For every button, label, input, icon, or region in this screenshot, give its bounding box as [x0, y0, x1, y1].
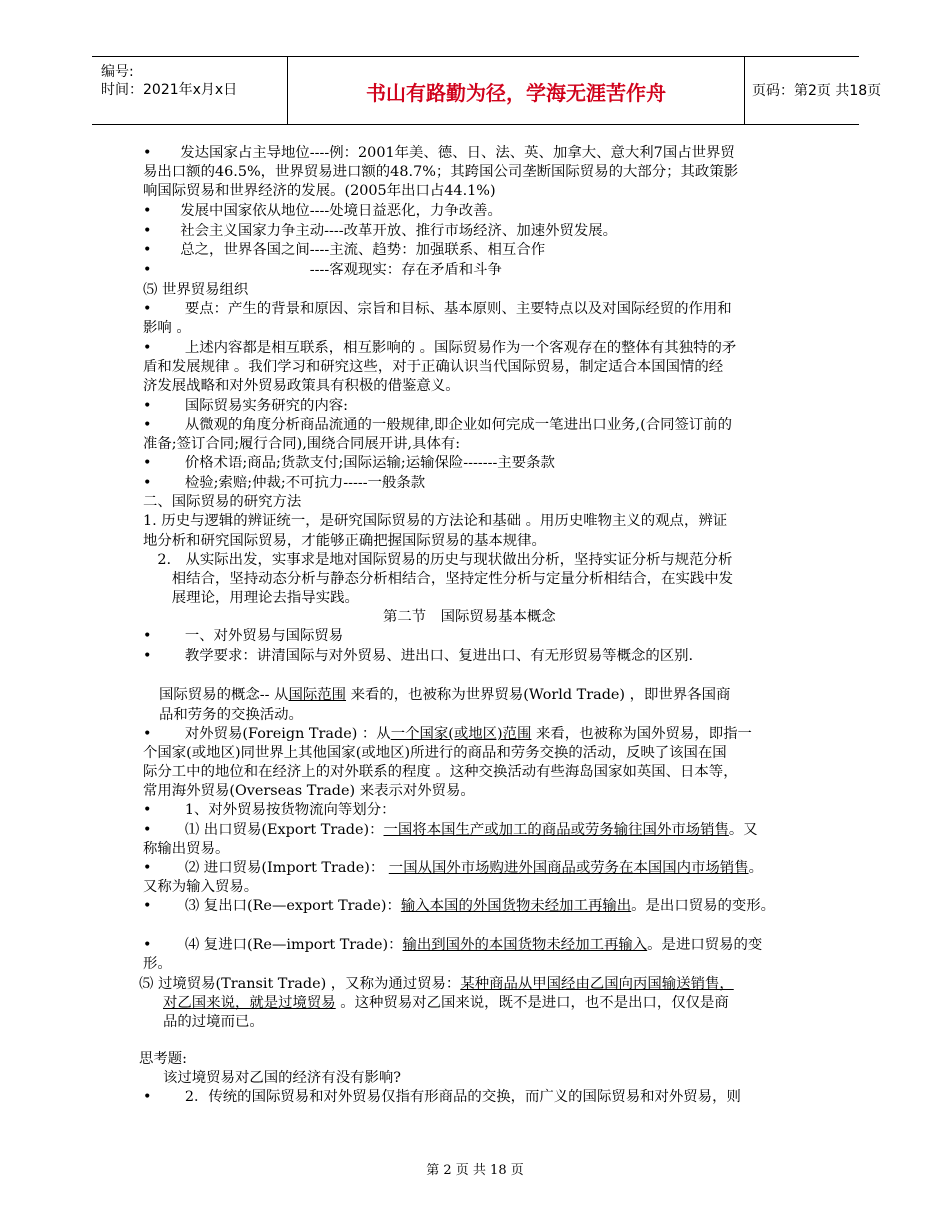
text-line: • 2．传统的国际贸易和对外贸易仅指有形商品的交换，而广义的国际贸易和对外贸易，则 [143, 1089, 741, 1105]
text-line: 地分析和研究国际贸易，才能够正确把握国际贸易的基本规律。 [143, 533, 546, 549]
text-line: • 教学要求：讲清国际与对外贸易、进出口、复进出口、有无形贸易等概念的区别. [143, 648, 694, 664]
header-page-cell [744, 57, 882, 124]
text-line: 对乙国来说，就是过境贸易 。这种贸易对乙国来说，既不是进口，也不是出口，仅仅是商 [163, 995, 729, 1011]
text-line: 品的过境而已。 [163, 1014, 264, 1030]
text-line: 该过境贸易对乙国的经济有没有影响? [163, 1070, 401, 1086]
text-line: 济发展战略和对外贸易政策具有积极的借鉴意义。 [143, 378, 460, 394]
text-line: 响国际贸易和世界经济的发展。(2005年出口占44.1%) [143, 183, 496, 199]
text-line: • 要点：产生的背景和原因、宗旨和目标、基本原则、主要特点以及对国际经贸的作用和 [143, 301, 732, 317]
text-line: • 对外贸易(Foreign Trade) ：从一个国家(或地区)范围 来看，也被称为国外贸易，即指一 [143, 726, 752, 742]
page-header [92, 56, 882, 125]
page-footer: 第 2 页 共 18 页 [426, 1163, 524, 1178]
text-line: 1. 历史与逻辑的辨证统一，是研究国际贸易的方法论和基础 。用历史唯物主义的观点，辨证 [143, 513, 728, 529]
text-line: 又称为输入贸易。 [143, 879, 259, 895]
header-motto-cell [287, 57, 745, 124]
section-heading: 第二节 国际贸易基本概念 [383, 609, 556, 625]
text-line: 国际贸易的概念-- 从国际范围 来看的，也被称为世界贸易(World Trade) ，即世界各国商 [159, 687, 731, 703]
code-label: 编号: [101, 64, 134, 80]
text-line: • ----客观现实：存在矛盾和斗争 [143, 262, 502, 278]
text-line: • 社会主义国家力争主动----改革开放、推行市场经济、加速外贸发展。 [143, 223, 618, 239]
text-line: • ⑷ 复进口(Re—import Trade)：输出到国外的本国货物未经加工再输入。是进口贸易的变 [143, 937, 763, 953]
text-line: 相结合，坚持动态分析与静态分析相结合，坚持定性分析与定量分析相结合，在实践中发 [143, 571, 734, 587]
text-line: 思考题: [139, 1051, 188, 1067]
text-line: • 上述内容都是相互联系，相互影响的 。国际贸易作为一个客观存在的整体有其独特的矛 [143, 340, 737, 356]
section-heading: 二、国际贸易的研究方法 [143, 494, 302, 510]
text-line: 盾和发展规律 。我们学习和研究这些，对于正确认识当代国际贸易，制定适合本国国情的经 [143, 359, 724, 375]
text-line: • ⑶ 复出口(Re—export Trade)：输入本国的外国货物未经加工再输出。是出口贸易的变形。 [143, 898, 776, 914]
text-line: • ⑴ 出口贸易(Export Trade)：一国将本国生产或加工的商品或劳务输往国外市场销售。又 [143, 822, 758, 838]
text-line: • 总之，世界各国之间----主流、趋势：加强联系、相互合作 [143, 242, 546, 258]
section-heading: ⑸ 世界贸易组织 [143, 282, 249, 298]
text-line: 形。 [143, 956, 172, 972]
text-line: 个国家(或地区)同世界上其他国家(或地区)所进行的商品和劳务交换的活动，反映了该国在国 [143, 745, 727, 761]
text-line: • ⑵ 进口贸易(Import Trade)： 一国从国外市场购进外国商品或劳务在本国国内市场销售。 [143, 860, 763, 876]
text-line: • 发达国家占主导地位----例：2001年美、德、日、法、英、加拿大、意大利7国占世界贸 [143, 145, 735, 161]
text-line: 易出口额的46.5%，世界贸易进口额的48.7%；其跨国公司垄断国际贸易的大部分；其政策影 [143, 164, 739, 180]
text-line: 准备;签订合同;履行合同),围绕合同展开讲,具体有: [143, 436, 461, 452]
text-line: • 检验;索赔;仲裁;不可抗力-----一般条款 [143, 475, 426, 491]
header-meta-cell [92, 57, 287, 124]
text-line: • 国际贸易实务研究的内容: [143, 398, 348, 414]
header-motto: 书山有路勤为径，学海无涯苦作舟 [366, 81, 666, 105]
date-label: 时间：2021年x月x日 [101, 82, 238, 98]
header-page-number: 页码：第2页 共18页 [752, 83, 882, 99]
text-line: • 一、对外贸易与国际贸易 [143, 628, 344, 644]
text-line: 称输出贸易。 [143, 841, 230, 857]
text-line: • 1、对外贸易按货物流向等划分： [143, 802, 396, 818]
text-line: 品和劳务的交换活动。 [159, 707, 303, 723]
text-line: • 从微观的角度分析商品流通的一般规律,即企业如何完成一笔进出口业务,(合同签订前的 [143, 417, 733, 433]
text-line: ⑸ 过境贸易(Transit Trade) ，又称为通过贸易：某种商品从甲国经由乙国向丙国输送销售， [139, 976, 734, 992]
text-line: 际分工中的地位和在经济上的对外联系的程度 。这种交换活动有些海岛国家如英国、日本等， [143, 764, 738, 780]
text-line: 展理论，用理论去指导实践。 [143, 590, 359, 606]
text-line: • 发展中国家依从地位----处境日益恶化，力争改善。 [143, 203, 502, 219]
text-line: • 价格术语;商品;货款支付;国际运输;运输保险-------主要条款 [143, 455, 555, 471]
text-line: 常用海外贸易(Overseas Trade) 来表示对外贸易。 [143, 783, 475, 799]
text-line: 影响 。 [143, 320, 191, 336]
text-line: 2. 从实际出发，实事求是地对国际贸易的历史与现状做出分析，坚持实证分析与规范分析 [143, 552, 733, 568]
